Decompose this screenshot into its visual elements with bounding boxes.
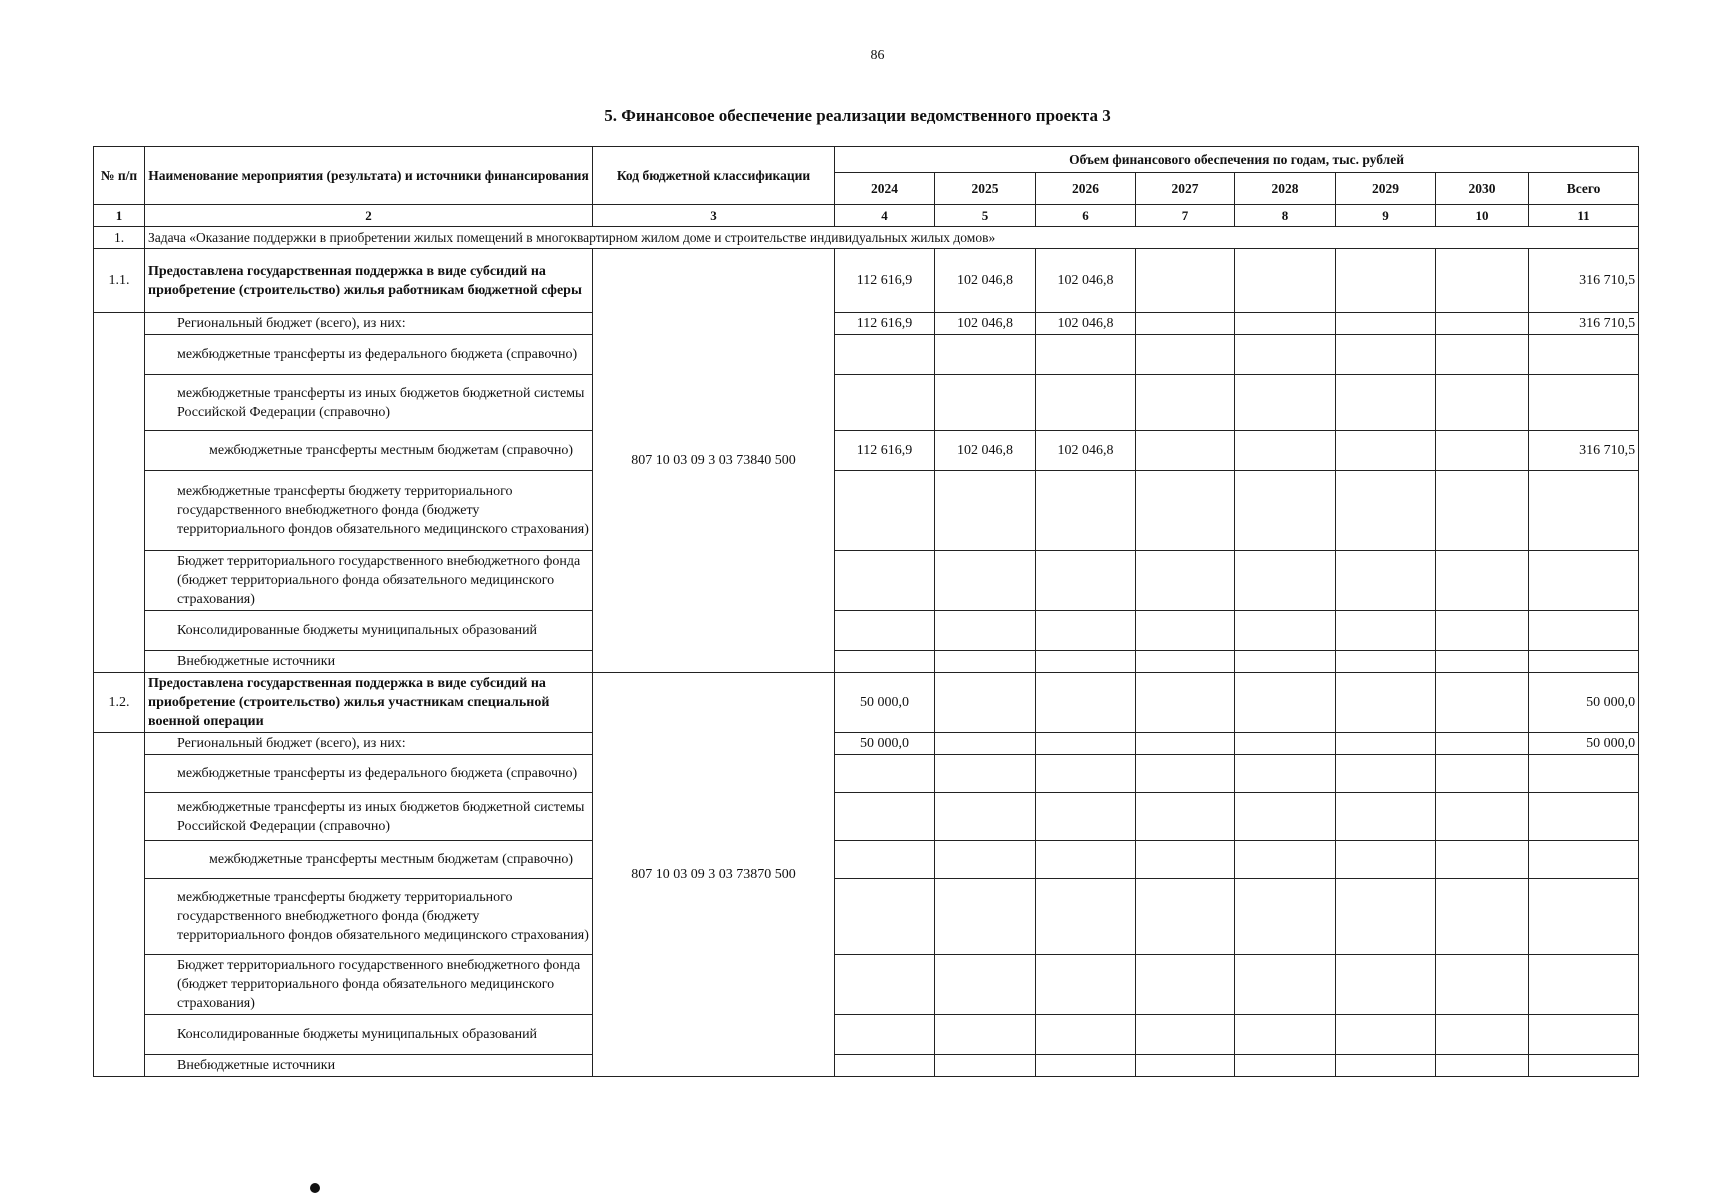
value-cell (1235, 1055, 1336, 1077)
value-cell (935, 375, 1036, 431)
value-cell (1436, 471, 1529, 551)
column-number: 8 (1235, 205, 1336, 227)
value-cell (1136, 1015, 1235, 1055)
value-cell (1235, 733, 1336, 755)
value-cell (1235, 249, 1336, 313)
value-cell (1336, 313, 1436, 335)
table-row (94, 879, 1639, 955)
table-row (94, 249, 1639, 313)
value-cell (1336, 733, 1436, 755)
value-cell: 102 046,8 (1036, 431, 1136, 471)
column-number: 1 (94, 205, 145, 227)
table-row (94, 673, 1639, 733)
value-cell (1036, 755, 1136, 793)
column-number: 3 (593, 205, 835, 227)
total-cell (1529, 755, 1639, 793)
value-cell (1136, 551, 1235, 611)
value-cell (1136, 249, 1235, 313)
value-cell (935, 733, 1036, 755)
table-row (94, 313, 1639, 335)
value-cell (1436, 1015, 1529, 1055)
value-cell (1336, 879, 1436, 955)
value-cell (1336, 1055, 1436, 1077)
value-cell (835, 651, 935, 673)
value-cell (1336, 431, 1436, 471)
value-cell (935, 755, 1036, 793)
column-number: 5 (935, 205, 1036, 227)
source-label: Бюджет территориального государственного внебюджетного фонда (бюджет территориального фонда обязательного медицинского страхования) (145, 955, 593, 1015)
task-number: 1. (94, 227, 145, 249)
value-cell: 112 616,9 (835, 313, 935, 335)
source-label: Консолидированные бюджеты муниципальных образований (145, 611, 593, 651)
source-label: межбюджетные трансферты бюджету территориального государственного внебюджетного фонда (бюджету территориального фондов обязательного медицинского страхования) (145, 471, 593, 551)
header-year: 2024 (835, 173, 935, 205)
column-number: 4 (835, 205, 935, 227)
table-row (94, 651, 1639, 673)
total-cell: 316 710,5 (1529, 431, 1639, 471)
value-cell: 50 000,0 (835, 673, 935, 733)
value-cell (935, 793, 1036, 841)
total-cell (1529, 1055, 1639, 1077)
source-label: межбюджетные трансферты из иных бюджетов бюджетной системы Российской Федерации (справочно) (145, 793, 593, 841)
value-cell (1336, 551, 1436, 611)
source-label: межбюджетные трансферты из иных бюджетов бюджетной системы Российской Федерации (справочно) (145, 375, 593, 431)
value-cell (1235, 313, 1336, 335)
column-number: 6 (1036, 205, 1136, 227)
header-year: 2029 (1336, 173, 1436, 205)
source-label: Региональный бюджет (всего), из них: (145, 733, 593, 755)
budget-code: 807 10 03 09 3 03 73840 500 (593, 249, 835, 673)
value-cell (1036, 471, 1136, 551)
value-cell (1436, 733, 1529, 755)
value-cell (1036, 841, 1136, 879)
value-cell (835, 611, 935, 651)
total-cell (1529, 375, 1639, 431)
value-cell (1036, 955, 1136, 1015)
value-cell (1336, 755, 1436, 793)
value-cell (1235, 673, 1336, 733)
value-cell (1036, 375, 1136, 431)
value-cell (1036, 611, 1136, 651)
value-cell (1036, 879, 1136, 955)
header-year: 2027 (1136, 173, 1235, 205)
value-cell (835, 755, 935, 793)
value-cell (835, 793, 935, 841)
value-cell (1136, 879, 1235, 955)
value-cell (1036, 673, 1136, 733)
value-cell (1036, 1015, 1136, 1055)
value-cell (1235, 335, 1336, 375)
value-cell (935, 841, 1036, 879)
row-number: 1.1. (94, 249, 145, 313)
value-cell (1336, 673, 1436, 733)
value-cell (1235, 755, 1336, 793)
column-number: 9 (1336, 205, 1436, 227)
header-name: Наименование мероприятия (результата) и источники финансирования (145, 147, 593, 205)
value-cell (1136, 793, 1235, 841)
value-cell (1136, 673, 1235, 733)
value-cell (1235, 879, 1336, 955)
total-cell (1529, 471, 1639, 551)
value-cell (1136, 431, 1235, 471)
table-row (94, 471, 1639, 551)
empty-number-cell (94, 733, 145, 1077)
value-cell (1136, 611, 1235, 651)
source-label: межбюджетные трансферты из федерального бюджета (справочно) (145, 335, 593, 375)
value-cell (1235, 471, 1336, 551)
total-cell (1529, 793, 1639, 841)
value-cell (1136, 471, 1235, 551)
header-year: 2026 (1036, 173, 1136, 205)
value-cell (1336, 793, 1436, 841)
total-cell: 316 710,5 (1529, 313, 1639, 335)
budget-code: 807 10 03 09 3 03 73870 500 (593, 673, 835, 1077)
value-cell: 112 616,9 (835, 431, 935, 471)
value-cell (935, 879, 1036, 955)
value-cell (1235, 611, 1336, 651)
measure-title: Предоставлена государственная поддержка в виде субсидий на приобретение (строительство) жилья участникам специальной военной операции (145, 673, 593, 733)
header-code: Код бюджетной классификации (593, 147, 835, 205)
header-no: № п/п (94, 147, 145, 205)
value-cell (1436, 611, 1529, 651)
value-cell: 50 000,0 (835, 733, 935, 755)
value-cell (1036, 733, 1136, 755)
value-cell: 102 046,8 (1036, 249, 1136, 313)
table-row (94, 733, 1639, 755)
value-cell (1436, 335, 1529, 375)
value-cell (1136, 313, 1235, 335)
value-cell (1336, 249, 1436, 313)
value-cell (1436, 1055, 1529, 1077)
value-cell (1136, 651, 1235, 673)
value-cell (1336, 841, 1436, 879)
source-label: Консолидированные бюджеты муниципальных образований (145, 1015, 593, 1055)
value-cell (1136, 733, 1235, 755)
value-cell (1436, 249, 1529, 313)
table-row (94, 793, 1639, 841)
header-year: 2025 (935, 173, 1036, 205)
value-cell (1436, 313, 1529, 335)
value-cell (1235, 1015, 1336, 1055)
value-cell (1036, 651, 1136, 673)
value-cell (1436, 793, 1529, 841)
value-cell (1336, 471, 1436, 551)
total-cell (1529, 611, 1639, 651)
column-number: 7 (1136, 205, 1235, 227)
value-cell (1436, 955, 1529, 1015)
value-cell: 112 616,9 (835, 249, 935, 313)
total-cell: 316 710,5 (1529, 249, 1639, 313)
value-cell (1235, 375, 1336, 431)
table-row (94, 551, 1639, 611)
column-number: 2 (145, 205, 593, 227)
table-row (94, 1055, 1639, 1077)
value-cell (835, 551, 935, 611)
value-cell (1235, 955, 1336, 1015)
value-cell (935, 611, 1036, 651)
value-cell (1235, 551, 1336, 611)
value-cell (1136, 375, 1235, 431)
value-cell (835, 375, 935, 431)
total-cell (1529, 651, 1639, 673)
value-cell (935, 1015, 1036, 1055)
value-cell (1336, 611, 1436, 651)
measure-title: Предоставлена государственная поддержка в виде субсидий на приобретение (строительство) жилья работникам бюджетной сферы (145, 249, 593, 313)
value-cell (1436, 651, 1529, 673)
value-cell (1136, 755, 1235, 793)
table-row (94, 431, 1639, 471)
source-label: межбюджетные трансферты местным бюджетам (справочно) (145, 431, 593, 471)
total-cell (1529, 1015, 1639, 1055)
header-year: 2028 (1235, 173, 1336, 205)
value-cell (1235, 431, 1336, 471)
header-volume: Объем финансового обеспечения по годам, тыс. рублей (835, 147, 1639, 173)
value-cell (1036, 1055, 1136, 1077)
value-cell: 102 046,8 (1036, 313, 1136, 335)
source-label: межбюджетные трансферты бюджету территориального государственного внебюджетного фонда (бюджету территориального фондов обязательного медицинского страхования) (145, 879, 593, 955)
page-number: 86 (870, 48, 885, 63)
value-cell (835, 471, 935, 551)
value-cell (835, 955, 935, 1015)
table-row (94, 1015, 1639, 1055)
source-label: Внебюджетные источники (145, 651, 593, 673)
value-cell (935, 335, 1036, 375)
value-cell (1136, 841, 1235, 879)
table-row (94, 841, 1639, 879)
value-cell (1436, 841, 1529, 879)
total-cell (1529, 841, 1639, 879)
value-cell (835, 879, 935, 955)
table-row (94, 755, 1639, 793)
column-number: 10 (1436, 205, 1529, 227)
value-cell (1235, 793, 1336, 841)
value-cell (1436, 551, 1529, 611)
row-number: 1.2. (94, 673, 145, 733)
financing-table (93, 146, 1639, 1077)
source-label: межбюджетные трансферты местным бюджетам (справочно) (145, 841, 593, 879)
value-cell (1436, 431, 1529, 471)
table-row (94, 955, 1639, 1015)
total-cell (1529, 879, 1639, 955)
value-cell (1336, 955, 1436, 1015)
value-cell (1136, 955, 1235, 1015)
value-cell (935, 471, 1036, 551)
empty-number-cell (94, 313, 145, 673)
value-cell (935, 955, 1036, 1015)
value-cell: 102 046,8 (935, 431, 1036, 471)
value-cell (835, 1015, 935, 1055)
header-total: Всего (1529, 173, 1639, 205)
bullet-mark (310, 1183, 320, 1193)
total-cell (1529, 955, 1639, 1015)
task-text: Задача «Оказание поддержки в приобретении жилых помещений в многоквартирном жилом доме и строительстве индивидуальных жилых домов» (145, 227, 1639, 249)
total-cell: 50 000,0 (1529, 733, 1639, 755)
value-cell (935, 1055, 1036, 1077)
value-cell (1036, 793, 1136, 841)
value-cell (1036, 551, 1136, 611)
value-cell (1336, 651, 1436, 673)
value-cell (1436, 375, 1529, 431)
source-label: Бюджет территориального государственного внебюджетного фонда (бюджет территориального фонда обязательного медицинского страхования) (145, 551, 593, 611)
value-cell (1436, 879, 1529, 955)
value-cell (835, 1055, 935, 1077)
table-row (94, 375, 1639, 431)
value-cell (1235, 841, 1336, 879)
value-cell (935, 551, 1036, 611)
value-cell (1235, 651, 1336, 673)
value-cell (1436, 673, 1529, 733)
total-cell (1529, 335, 1639, 375)
value-cell (1336, 335, 1436, 375)
value-cell: 102 046,8 (935, 313, 1036, 335)
source-label: Внебюджетные источники (145, 1055, 593, 1077)
total-cell: 50 000,0 (1529, 673, 1639, 733)
value-cell (1036, 335, 1136, 375)
value-cell (1436, 755, 1529, 793)
value-cell (1336, 375, 1436, 431)
total-cell (1529, 551, 1639, 611)
value-cell (935, 651, 1036, 673)
value-cell (1136, 335, 1235, 375)
header-year: 2030 (1436, 173, 1529, 205)
value-cell (1336, 1015, 1436, 1055)
value-cell: 102 046,8 (935, 249, 1036, 313)
value-cell (835, 841, 935, 879)
table-row (94, 335, 1639, 375)
source-label: Региональный бюджет (всего), из них: (145, 313, 593, 335)
column-number: 11 (1529, 205, 1639, 227)
table-row (94, 611, 1639, 651)
value-cell (1136, 1055, 1235, 1077)
value-cell (935, 673, 1036, 733)
value-cell (835, 335, 935, 375)
source-label: межбюджетные трансферты из федерального бюджета (справочно) (145, 755, 593, 793)
page-title: 5. Финансовое обеспечение реализации ведомственного проекта 3 (604, 106, 1111, 125)
